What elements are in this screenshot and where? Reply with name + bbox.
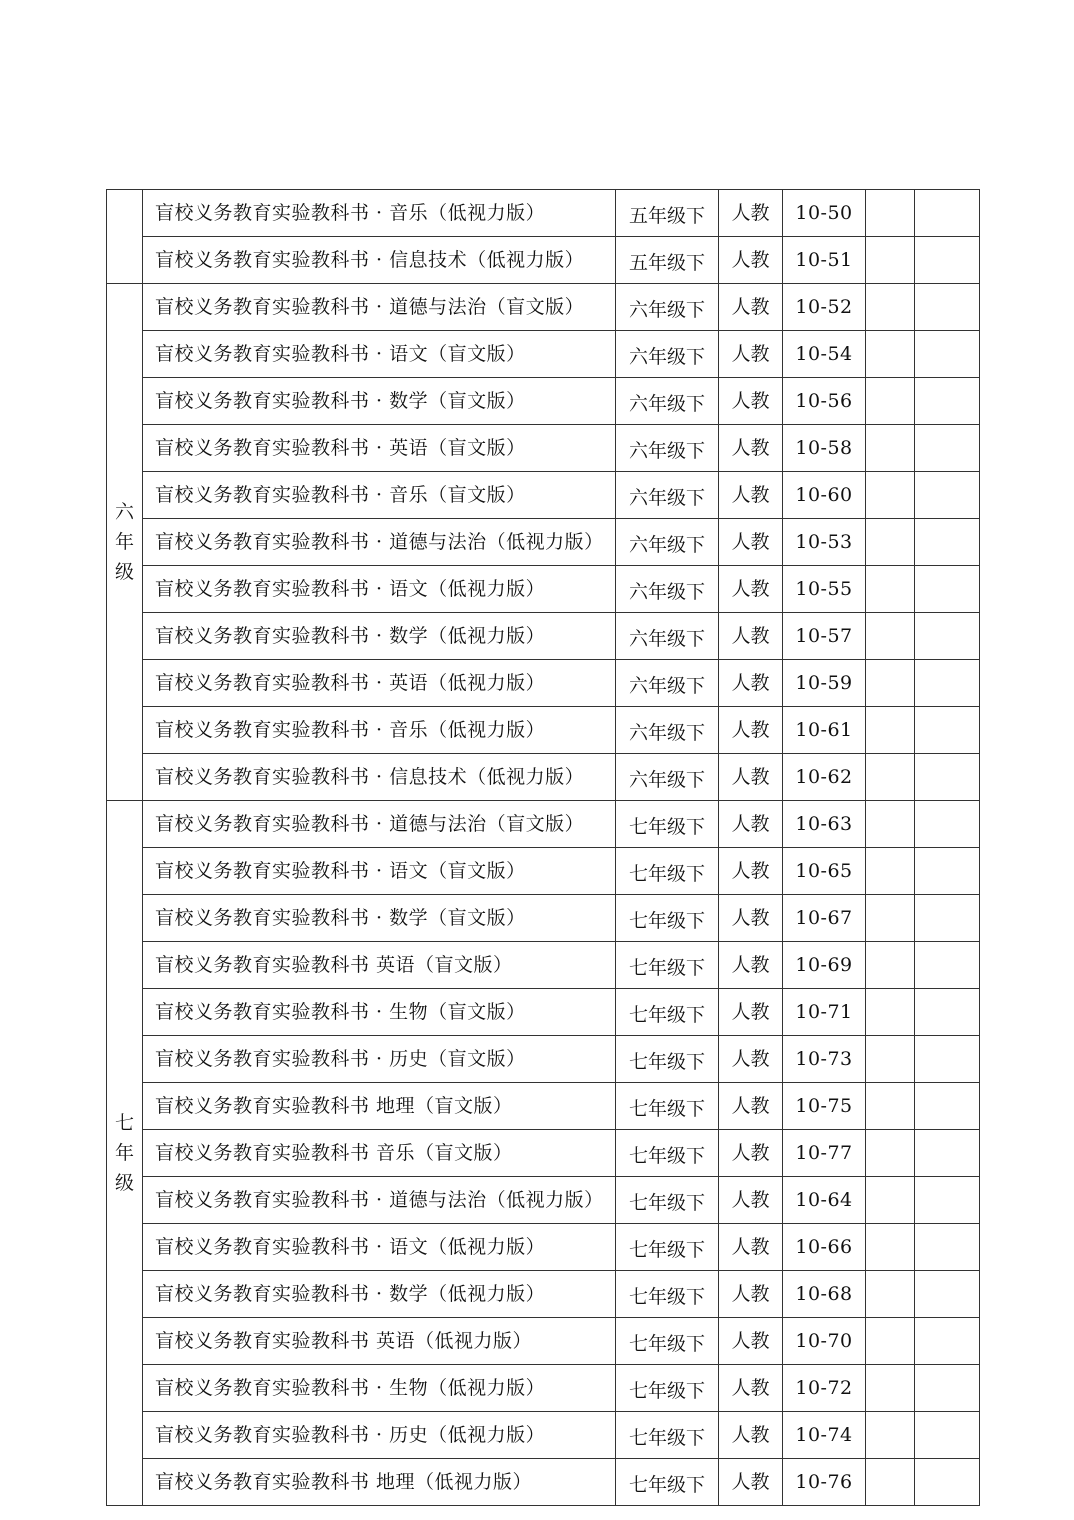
table-row: [107, 190, 980, 237]
empty-cell: [866, 660, 915, 707]
grade-level-cell: 七年级下: [616, 1271, 719, 1318]
book-code-cell: 10-75: [783, 1083, 866, 1130]
publisher-cell: 人教: [719, 613, 783, 660]
textbook-table: [106, 189, 980, 1506]
publisher-cell: 人教: [719, 284, 783, 331]
publisher-cell: 人教: [719, 895, 783, 942]
empty-cell: [866, 707, 915, 754]
empty-cell: [915, 989, 980, 1036]
book-code-cell: 10-57: [783, 613, 866, 660]
book-code-cell: 10-72: [783, 1365, 866, 1412]
empty-cell: [915, 942, 980, 989]
book-title-cell: 盲校义务教育实验教科书 · 语文（盲文版）: [143, 848, 616, 895]
table-row: [107, 801, 980, 848]
book-code-cell: 10-74: [783, 1412, 866, 1459]
table-row: [107, 1318, 980, 1365]
book-title-cell: 盲校义务教育实验教科书 · 信息技术（低视力版）: [143, 754, 616, 801]
empty-cell: [915, 613, 980, 660]
book-title-cell: 盲校义务教育实验教科书 · 数学（盲文版）: [143, 895, 616, 942]
table-row: [107, 378, 980, 425]
empty-cell: [915, 1459, 980, 1506]
publisher-cell: 人教: [719, 1318, 783, 1365]
grade-level-cell: 六年级下: [616, 425, 719, 472]
publisher-cell: 人教: [719, 801, 783, 848]
grade-level-cell: 五年级下: [616, 237, 719, 284]
book-title-cell: 盲校义务教育实验教科书 · 语文（低视力版）: [143, 566, 616, 613]
table-row: [107, 1412, 980, 1459]
publisher-cell: 人教: [719, 472, 783, 519]
publisher-cell: 人教: [719, 190, 783, 237]
empty-cell: [866, 754, 915, 801]
book-title-cell: 盲校义务教育实验教科书 · 历史（低视力版）: [143, 1412, 616, 1459]
book-title-cell: 盲校义务教育实验教科书 · 语文（低视力版）: [143, 1224, 616, 1271]
publisher-cell: 人教: [719, 989, 783, 1036]
empty-cell: [866, 895, 915, 942]
book-title-cell: 盲校义务教育实验教科书 · 信息技术（低视力版）: [143, 237, 616, 284]
empty-cell: [866, 331, 915, 378]
empty-cell: [866, 425, 915, 472]
book-title-cell: 盲校义务教育实验教科书 · 历史（盲文版）: [143, 1036, 616, 1083]
grade-level-cell: 六年级下: [616, 660, 719, 707]
book-code-cell: 10-65: [783, 848, 866, 895]
table-row: [107, 660, 980, 707]
empty-cell: [915, 1271, 980, 1318]
book-code-cell: 10-61: [783, 707, 866, 754]
book-code-cell: 10-62: [783, 754, 866, 801]
publisher-cell: 人教: [719, 566, 783, 613]
table-row: [107, 1365, 980, 1412]
book-code-cell: 10-70: [783, 1318, 866, 1365]
table-row: [107, 1271, 980, 1318]
book-title-cell: 盲校义务教育实验教科书 · 生物（低视力版）: [143, 1365, 616, 1412]
empty-cell: [915, 801, 980, 848]
empty-cell: [866, 848, 915, 895]
table-row: [107, 519, 980, 566]
book-code-cell: 10-58: [783, 425, 866, 472]
empty-cell: [866, 1224, 915, 1271]
empty-cell: [915, 895, 980, 942]
grade-label-char: 六: [114, 501, 134, 523]
empty-cell: [866, 613, 915, 660]
empty-cell: [915, 1365, 980, 1412]
table-row: [107, 284, 980, 331]
grade-level-cell: 六年级下: [616, 284, 719, 331]
publisher-cell: 人教: [719, 848, 783, 895]
grade-level-cell: 七年级下: [616, 1177, 719, 1224]
grade-level-cell: 七年级下: [616, 989, 719, 1036]
book-title-cell: 盲校义务教育实验教科书 英语（低视力版）: [143, 1318, 616, 1365]
grade-level-cell: 七年级下: [616, 895, 719, 942]
empty-cell: [915, 1412, 980, 1459]
table-row: [107, 942, 980, 989]
book-code-cell: 10-76: [783, 1459, 866, 1506]
grade-level-cell: 七年级下: [616, 1318, 719, 1365]
book-title-cell: 盲校义务教育实验教科书 · 道德与法治（盲文版）: [143, 801, 616, 848]
empty-cell: [866, 1459, 915, 1506]
table-row: [107, 1459, 980, 1506]
empty-cell: [866, 1177, 915, 1224]
publisher-cell: 人教: [719, 425, 783, 472]
publisher-cell: 人教: [719, 237, 783, 284]
empty-cell: [866, 284, 915, 331]
publisher-cell: 人教: [719, 1459, 783, 1506]
publisher-cell: 人教: [719, 331, 783, 378]
table-row: [107, 1224, 980, 1271]
grade-level-cell: 七年级下: [616, 1224, 719, 1271]
grade-level-cell: 七年级下: [616, 1365, 719, 1412]
publisher-cell: 人教: [719, 1365, 783, 1412]
grade-cell: [107, 801, 143, 1506]
grade-level-cell: 五年级下: [616, 190, 719, 237]
publisher-cell: 人教: [719, 1083, 783, 1130]
empty-cell: [915, 707, 980, 754]
publisher-cell: 人教: [719, 519, 783, 566]
book-title-cell: 盲校义务教育实验教科书 · 生物（盲文版）: [143, 989, 616, 1036]
grade-label-char: 级: [114, 1172, 134, 1194]
book-code-cell: 10-53: [783, 519, 866, 566]
empty-cell: [866, 1036, 915, 1083]
empty-cell: [915, 1083, 980, 1130]
book-code-cell: 10-69: [783, 942, 866, 989]
grade-level-cell: 七年级下: [616, 848, 719, 895]
table-row: [107, 707, 980, 754]
grade-level-cell: 六年级下: [616, 378, 719, 425]
publisher-cell: 人教: [719, 1036, 783, 1083]
publisher-cell: 人教: [719, 1271, 783, 1318]
empty-cell: [866, 801, 915, 848]
publisher-cell: 人教: [719, 1412, 783, 1459]
book-title-cell: 盲校义务教育实验教科书 · 英语（盲文版）: [143, 425, 616, 472]
table-row: [107, 472, 980, 519]
book-title-cell: 盲校义务教育实验教科书 · 音乐（低视力版）: [143, 707, 616, 754]
book-code-cell: 10-63: [783, 801, 866, 848]
book-code-cell: 10-51: [783, 237, 866, 284]
empty-cell: [866, 1271, 915, 1318]
empty-cell: [915, 1224, 980, 1271]
empty-cell: [866, 1130, 915, 1177]
empty-cell: [915, 1036, 980, 1083]
empty-cell: [915, 237, 980, 284]
book-code-cell: 10-64: [783, 1177, 866, 1224]
empty-cell: [915, 519, 980, 566]
book-title-cell: 盲校义务教育实验教科书 · 英语（低视力版）: [143, 660, 616, 707]
book-code-cell: 10-60: [783, 472, 866, 519]
table-row: [107, 1083, 980, 1130]
empty-cell: [866, 1412, 915, 1459]
table-row: [107, 1130, 980, 1177]
book-code-cell: 10-56: [783, 378, 866, 425]
publisher-cell: 人教: [719, 1224, 783, 1271]
grade-cell: [107, 190, 143, 284]
table-row: [107, 613, 980, 660]
empty-cell: [866, 190, 915, 237]
empty-cell: [866, 1083, 915, 1130]
grade-level-cell: 七年级下: [616, 1412, 719, 1459]
grade-level-cell: 七年级下: [616, 942, 719, 989]
book-code-cell: 10-59: [783, 660, 866, 707]
book-title-cell: 盲校义务教育实验教科书 · 数学（低视力版）: [143, 613, 616, 660]
empty-cell: [915, 848, 980, 895]
table-row: [107, 425, 980, 472]
empty-cell: [866, 1365, 915, 1412]
book-title-cell: 盲校义务教育实验教科书 地理（盲文版）: [143, 1083, 616, 1130]
grade-level-cell: 六年级下: [616, 613, 719, 660]
empty-cell: [915, 284, 980, 331]
publisher-cell: 人教: [719, 942, 783, 989]
empty-cell: [915, 1130, 980, 1177]
book-title-cell: 盲校义务教育实验教科书 · 音乐（盲文版）: [143, 472, 616, 519]
grade-level-cell: 七年级下: [616, 1083, 719, 1130]
book-title-cell: 盲校义务教育实验教科书 音乐（盲文版）: [143, 1130, 616, 1177]
grade-level-cell: 七年级下: [616, 1459, 719, 1506]
table-row: [107, 895, 980, 942]
book-title-cell: 盲校义务教育实验教科书 英语（盲文版）: [143, 942, 616, 989]
book-title-cell: 盲校义务教育实验教科书 地理（低视力版）: [143, 1459, 616, 1506]
grade-level-cell: 六年级下: [616, 707, 719, 754]
book-code-cell: 10-54: [783, 331, 866, 378]
grade-label-char: 级: [114, 561, 134, 583]
table-row: [107, 237, 980, 284]
table-row: [107, 1177, 980, 1224]
book-code-cell: 10-66: [783, 1224, 866, 1271]
empty-cell: [866, 378, 915, 425]
book-code-cell: 10-73: [783, 1036, 866, 1083]
empty-cell: [915, 378, 980, 425]
empty-cell: [866, 942, 915, 989]
empty-cell: [866, 472, 915, 519]
grade-level-cell: 六年级下: [616, 754, 719, 801]
table-row: [107, 754, 980, 801]
empty-cell: [866, 519, 915, 566]
grade-level-cell: 六年级下: [616, 331, 719, 378]
grade-label-char: 年: [114, 1142, 134, 1164]
publisher-cell: 人教: [719, 754, 783, 801]
grade-level-cell: 六年级下: [616, 519, 719, 566]
table-row: [107, 331, 980, 378]
grade-level-cell: 七年级下: [616, 801, 719, 848]
book-code-cell: 10-55: [783, 566, 866, 613]
empty-cell: [866, 1318, 915, 1365]
grade-level-cell: 六年级下: [616, 566, 719, 613]
publisher-cell: 人教: [719, 378, 783, 425]
empty-cell: [915, 425, 980, 472]
empty-cell: [915, 754, 980, 801]
book-code-cell: 10-50: [783, 190, 866, 237]
empty-cell: [915, 472, 980, 519]
book-code-cell: 10-77: [783, 1130, 866, 1177]
empty-cell: [866, 989, 915, 1036]
empty-cell: [915, 190, 980, 237]
book-title-cell: 盲校义务教育实验教科书 · 数学（盲文版）: [143, 378, 616, 425]
empty-cell: [866, 237, 915, 284]
book-code-cell: 10-67: [783, 895, 866, 942]
table-body: [107, 190, 980, 1506]
grade-level-cell: 七年级下: [616, 1036, 719, 1083]
book-title-cell: 盲校义务教育实验教科书 · 道德与法治（低视力版）: [143, 519, 616, 566]
book-title-cell: 盲校义务教育实验教科书 · 音乐（低视力版）: [143, 190, 616, 237]
publisher-cell: 人教: [719, 707, 783, 754]
empty-cell: [866, 566, 915, 613]
publisher-cell: 人教: [719, 660, 783, 707]
empty-cell: [915, 1177, 980, 1224]
book-code-cell: 10-52: [783, 284, 866, 331]
book-title-cell: 盲校义务教育实验教科书 · 数学（低视力版）: [143, 1271, 616, 1318]
grade-cell: [107, 284, 143, 801]
publisher-cell: 人教: [719, 1130, 783, 1177]
empty-cell: [915, 1318, 980, 1365]
empty-cell: [915, 331, 980, 378]
table-row: [107, 566, 980, 613]
book-title-cell: 盲校义务教育实验教科书 · 道德与法治（盲文版）: [143, 284, 616, 331]
grade-level-cell: 七年级下: [616, 1130, 719, 1177]
grade-label-char: 年: [114, 531, 134, 553]
book-title-cell: 盲校义务教育实验教科书 · 语文（盲文版）: [143, 331, 616, 378]
table-row: [107, 848, 980, 895]
empty-cell: [915, 566, 980, 613]
empty-cell: [915, 660, 980, 707]
table-row: [107, 1036, 980, 1083]
grade-level-cell: 六年级下: [616, 472, 719, 519]
book-code-cell: 10-68: [783, 1271, 866, 1318]
book-title-cell: 盲校义务教育实验教科书 · 道德与法治（低视力版）: [143, 1177, 616, 1224]
book-code-cell: 10-71: [783, 989, 866, 1036]
grade-label-char: 七: [114, 1112, 134, 1134]
table-row: [107, 989, 980, 1036]
publisher-cell: 人教: [719, 1177, 783, 1224]
